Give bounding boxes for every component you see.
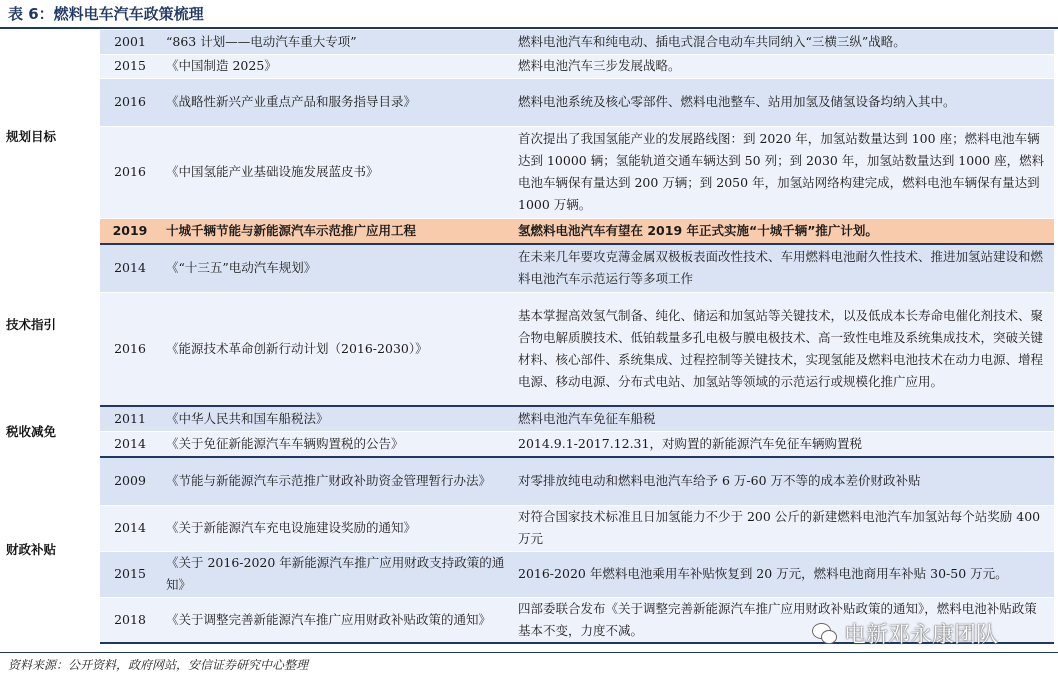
- table-row: [0, 431, 1054, 457]
- table-row: [0, 244, 1054, 292]
- policy-table: [0, 30, 1054, 644]
- wechat-icon: [812, 622, 838, 644]
- row-description: 燃料电池汽车免征车船税: [512, 406, 1054, 431]
- row-year: 2019: [100, 218, 160, 244]
- row-document: 《能源技术革命创新行动计划（2016-2030）》: [160, 292, 512, 406]
- row-year: 2015: [100, 551, 160, 597]
- table-row: [0, 54, 1054, 78]
- table-row: [0, 292, 1054, 406]
- highlight-row: [0, 218, 1054, 244]
- row-document: 十城千辆节能与新能源汽车示范推广应用工程: [160, 218, 512, 244]
- table-row: [0, 406, 1054, 431]
- watermark-text: 电新邓永康团队: [844, 622, 999, 648]
- row-year: 2014: [100, 505, 160, 551]
- row-description: 燃料电池系统及核心零部件、燃料电池整车、站用加氢及储氢设备均纳入其中。: [512, 78, 1054, 126]
- category-label: 技术指引: [0, 244, 100, 406]
- row-year: 2015: [100, 54, 160, 78]
- row-description: 基本掌握高效氢气制备、纯化、储运和加氢站等关键技术，以及低成本长寿命电催化剂技术、聚合物电解质膜技术、低铂载量多孔电极与膜电极技术、高一致性电堆及系统集成技术，突破关键材料、核心部件、系统集成、过程控制等关键技术，实现氢能及燃料电池技术在动力电源、增程电源、移动电源、分布式电站、加氢站等领域的示范运行或规模化推广应用。: [512, 292, 1054, 406]
- row-year: 2016: [100, 292, 160, 406]
- row-description: 对符合国家技术标准且日加氢能力不少于 200 公斤的新建燃料电池汽车加氢站每个站奖励 400 万元: [512, 505, 1054, 551]
- table-row: [0, 30, 1054, 54]
- category-label: 税收减免: [0, 406, 100, 457]
- title-divider: [0, 27, 1058, 29]
- row-document: 《关于免征新能源汽车车辆购置税的公告》: [160, 431, 512, 457]
- row-description: 首次提出了我国氢能产业的发展路线图：到 2020 年，加氢站数量达到 100 座；燃料电池车辆达到 10000 辆；氢能轨道交通车辆达到 50 列；到 2030 年，加氢站数量达到 1000 座，燃料电池车辆保有量达到 200 万辆；到 2050 年，加氢站网络构建完成，燃料电池车辆保有量达到 1000 万辆。: [512, 126, 1054, 218]
- category-label: 财政补贴: [0, 457, 100, 643]
- row-description: 燃料电池汽车和纯电动、插电式混合电动车共同纳入“三横三纵”战略。: [512, 30, 1054, 54]
- row-document: 《中国氢能产业基础设施发展蓝皮书》: [160, 126, 512, 218]
- row-year: 2001: [100, 30, 160, 54]
- row-year: 2011: [100, 406, 160, 431]
- row-description: 2014.9.1-2017.12.31，对购置的新能源汽车免征车辆购置税: [512, 431, 1054, 457]
- row-year: 2014: [100, 244, 160, 292]
- row-document: 《中华人民共和国车船税法》: [160, 406, 512, 431]
- row-description: 燃料电池汽车三步发展战略。: [512, 54, 1054, 78]
- source-note: 资料来源：公开资料，政府网站，安信证券研究中心整理: [8, 658, 309, 672]
- row-description: 在未来几年要攻克薄金属双极板表面改性技术、车用燃料电池耐久性技术、推进加氢站建设和燃料电池汽车示范运行等多项工作: [512, 244, 1054, 292]
- table-row: [0, 505, 1054, 551]
- row-document: 《关于新能源汽车充电设施建设奖励的通知》: [160, 505, 512, 551]
- watermark: [812, 618, 998, 648]
- row-document: “863 计划——电动汽车重大专项”: [160, 30, 512, 54]
- row-document: 《“十三五”电动汽车规划》: [160, 244, 512, 292]
- table-row: [0, 457, 1054, 505]
- row-year: 2009: [100, 457, 160, 505]
- row-document: 《战略性新兴产业重点产品和服务指导目录》: [160, 78, 512, 126]
- category-label: 规划目标: [0, 30, 100, 244]
- row-year: 2014: [100, 431, 160, 457]
- table-row: [0, 126, 1054, 218]
- row-description: 2016-2020 年燃料电池乘用车补贴恢复到 20 万元，燃料电池商用车补贴 30-50 万元。: [512, 551, 1054, 597]
- row-document: 《关于 2016-2020 年新能源汽车推广应用财政支持政策的通知》: [160, 551, 512, 597]
- table-title: 表 6：燃料电车汽车政策梳理: [8, 5, 204, 23]
- row-description: 氢燃料电池汽车有望在 2019 年正式实施“十城千辆”推广计划。: [512, 218, 1054, 244]
- row-year: 2016: [100, 126, 160, 218]
- table-row: [0, 551, 1054, 597]
- row-year: 2016: [100, 78, 160, 126]
- row-description: 四部委联合发布《关于调整完善新能源汽车推广应用财政补贴政策的通知》，燃料电池补贴政策基本不变，力度不减。: [512, 597, 1054, 643]
- row-document: 《中国制造 2025》: [160, 54, 512, 78]
- row-document: 《关于调整完善新能源汽车推广应用财政补贴政策的通知》: [160, 597, 512, 643]
- row-description: 对零排放纯电动和燃料电池汽车给予 6 万-60 万不等的成本差价财政补贴: [512, 457, 1054, 505]
- row-document: 《节能与新能源汽车示范推广财政补助资金管理暂行办法》: [160, 457, 512, 505]
- table-row: [0, 78, 1054, 126]
- source-divider: [0, 652, 1058, 653]
- row-year: 2018: [100, 597, 160, 643]
